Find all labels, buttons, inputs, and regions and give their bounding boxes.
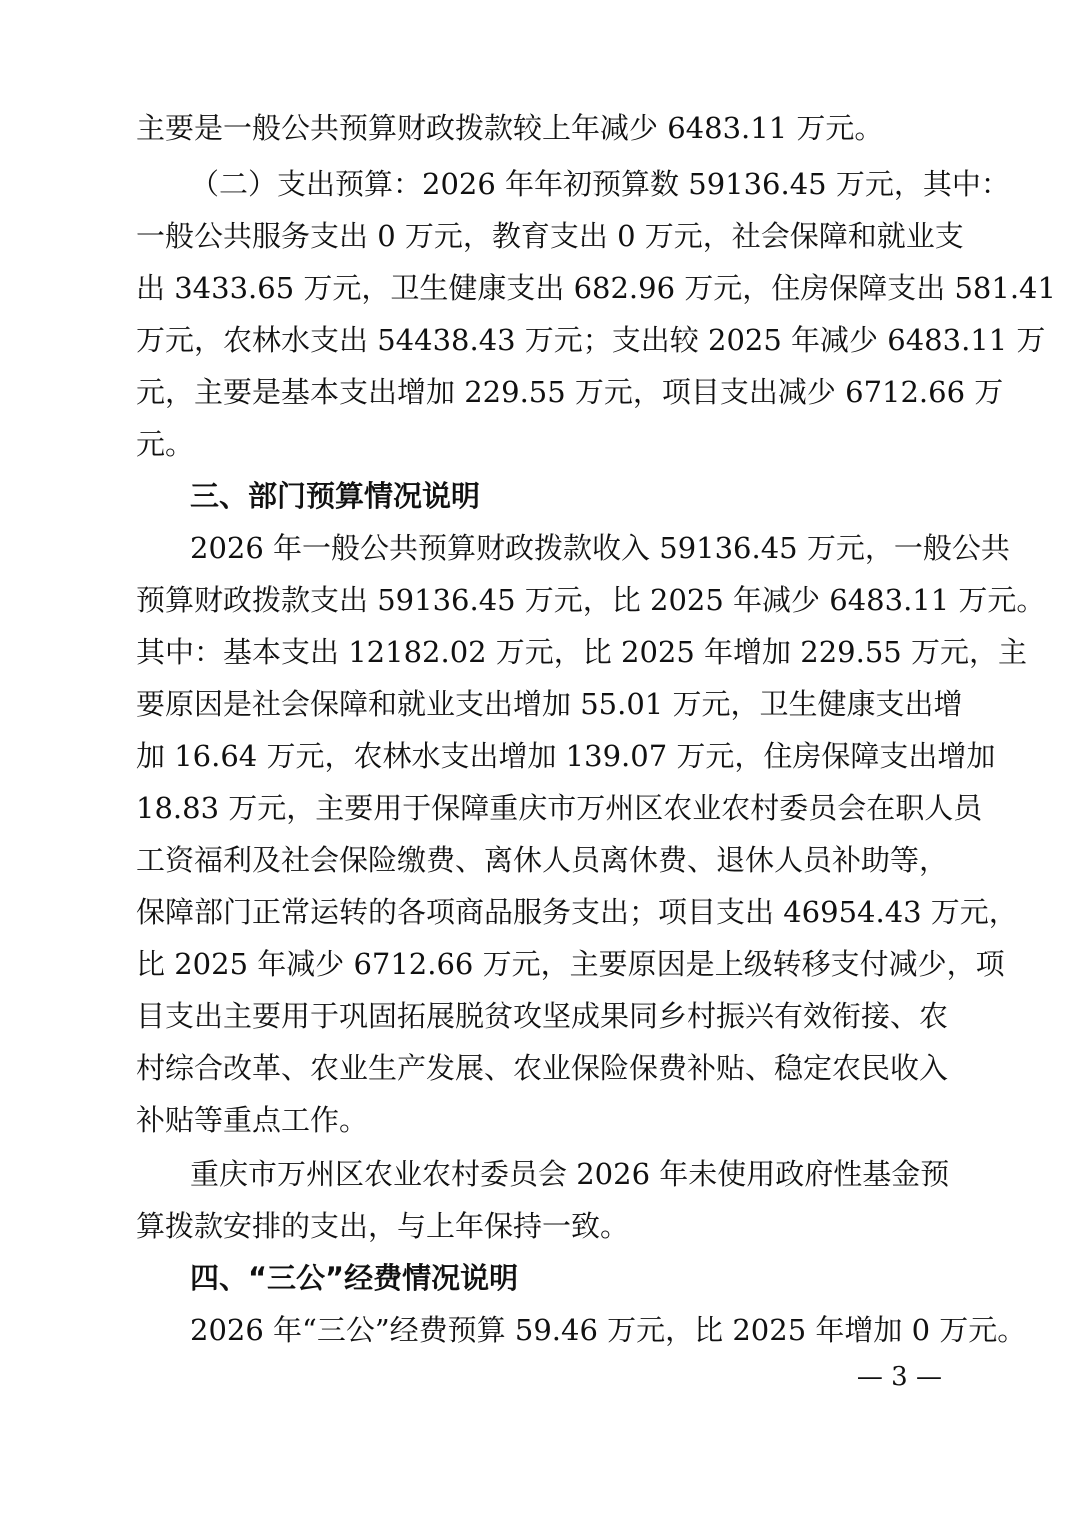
text-line: 18.83 万元，主要用于保障重庆市万州区农业农村委员会在职人员 (136, 791, 983, 825)
text-line: 算拨款安排的支出，与上年保持一致。 (136, 1209, 630, 1243)
text-line: 比 2025 年减少 6712.66 万元，主要原因是上级转移支付减少，项 (136, 947, 1005, 981)
text-line: 目支出主要用于巩固拓展脱贫攻坚成果同乡村振兴有效衔接、农 (136, 999, 949, 1033)
text-line: 工资福利及社会保险缴费、离休人员离休费、退休人员补助等， (136, 843, 949, 877)
text-line: 加 16.64 万元，农林水支出增加 139.07 万元，住房保障支出增加 (136, 739, 996, 773)
text-line: 重庆市万州区农业农村委员会 2026 年未使用政府性基金预 (190, 1157, 950, 1191)
text-line: 补贴等重点工作。 (136, 1103, 369, 1137)
text-line: （二）支出预算：2026 年年初预算数 59136.45 万元，其中： (190, 167, 1010, 201)
text-line: 要原因是社会保障和就业支出增加 55.01 万元，卫生健康支出增 (136, 687, 963, 721)
text-line: 元。 (136, 427, 195, 461)
text-line: 出 3433.65 万元，卫生健康支出 682.96 万元，住房保障支出 581.41 (136, 271, 1056, 305)
text-line: 预算财政拨款支出 59136.45 万元，比 2025 年减少 6483.11 万元。 (136, 583, 1046, 617)
section-heading: 三、部门预算情况说明 (190, 479, 481, 513)
page-number: — 3 — (856, 1362, 942, 1392)
text-line: 2026 年“三公”经费预算 59.46 万元，比 2025 年增加 0 万元。 (190, 1313, 1027, 1347)
section-heading: 四、“三公”经费情况说明 (190, 1261, 519, 1295)
text-line: 万元，农林水支出 54438.43 万元；支出较 2025 年减少 6483.11 万 (136, 323, 1046, 357)
text-line: 2026 年一般公共预算财政拨款收入 59136.45 万元，一般公共 (190, 531, 1010, 565)
text-line: 其中：基本支出 12182.02 万元，比 2025 年增加 229.55 万元，主 (136, 635, 1027, 669)
text-line: 主要是一般公共预算财政拨款较上年减少 6483.11 万元。 (136, 111, 884, 145)
text-line: 保障部门正常运转的各项商品服务支出；项目支出 46954.43 万元， (136, 895, 1018, 929)
text-line: 村综合改革、农业生产发展、农业保险保费补贴、稳定农民收入 (136, 1051, 949, 1085)
text-line: 元，主要是基本支出增加 229.55 万元，项目支出减少 6712.66 万 (136, 375, 1004, 409)
text-line: 一般公共服务支出 0 万元，教育支出 0 万元，社会保障和就业支 (136, 219, 964, 253)
